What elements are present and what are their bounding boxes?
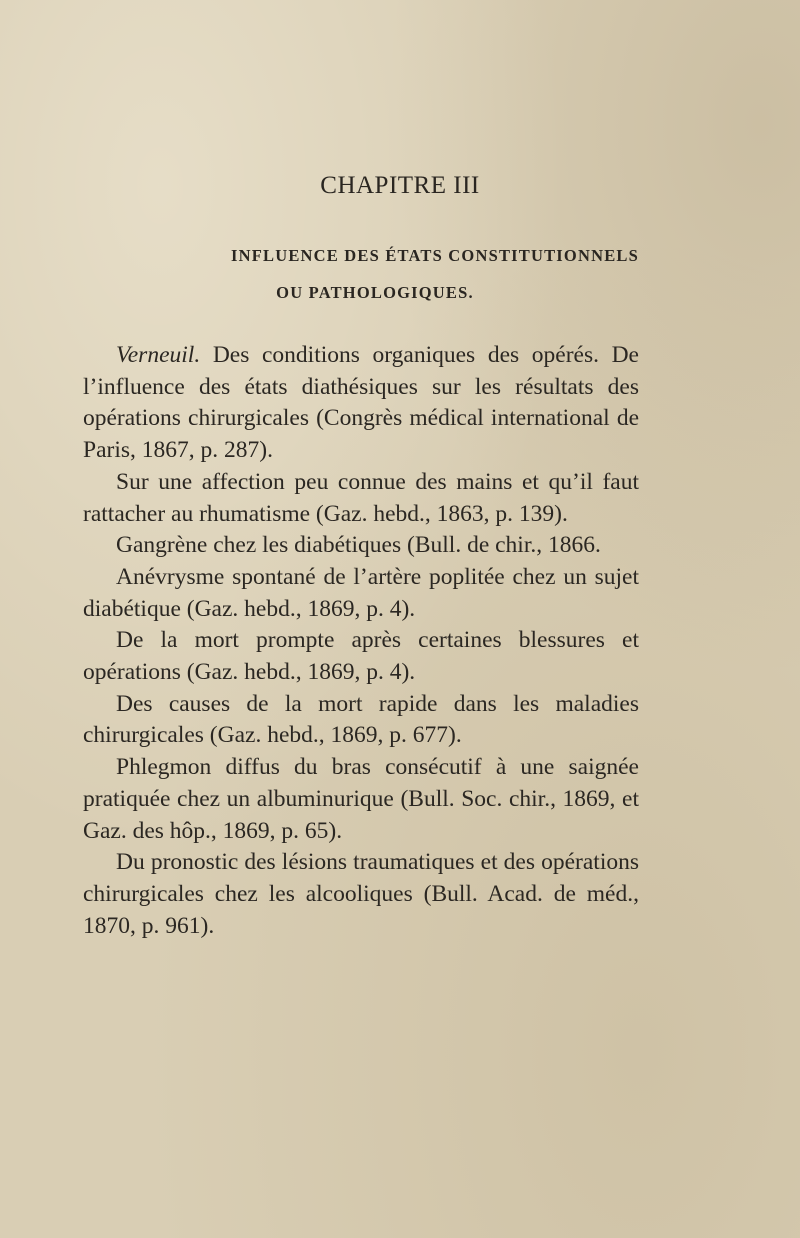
reference-list (83, 340, 639, 942)
reference-entry-2: Sur une affection peu connue des mains et qu’il faut rattacher au rhumatisme (Gaz. hebd., 1863, p. 139). (83, 468, 639, 527)
author-name: Verneuil. (116, 342, 201, 368)
chapter-title: CHAPITRE III (320, 172, 480, 199)
reference-entry-3: Gangrène chez les diabétiques (Bull. de chir., 1866. (116, 532, 601, 559)
reference-entry-8: Du pronostic des lésions traumatiques et des opérations chirurgicales chez les alcooliques (Bull. Acad. de méd., 1870, p. 961). (83, 849, 639, 939)
reference-entry-7: Phlegmon diffus du bras consécutif à une saignée pratiquée chez un albuminurique (Bull. Soc. chir., 1869, et Gaz. des hôp., 1869, p. 65). (83, 754, 639, 844)
reference-text-1: Des conditions organiques des opérés. De l’influence des états diathésiques sur les résultats des opérations chirurgicales (Congrès médical international de Paris, 1867, p. 287). (83, 342, 639, 464)
chapter-subtitle-line1: INFLUENCE DES ÉTATS CONSTITUTIONNELS (231, 246, 639, 265)
reference-entry-6: Des causes de la mort rapide dans les maladies chirurgicales (Gaz. hebd., 1869, p. 677). (83, 690, 639, 749)
reference-entry-4: Anévrysme spontané de l’artère poplitée chez un sujet diabétique (Gaz. hebd., 1869, p. 4). (83, 563, 639, 622)
chapter-subtitle-line2: OU PATHOLOGIQUES. (276, 283, 474, 302)
reference-entry-5: De la mort prompte après certaines blessures et opérations (Gaz. hebd., 1869, p. 4). (83, 627, 639, 686)
reference-entry-1 (83, 340, 639, 467)
